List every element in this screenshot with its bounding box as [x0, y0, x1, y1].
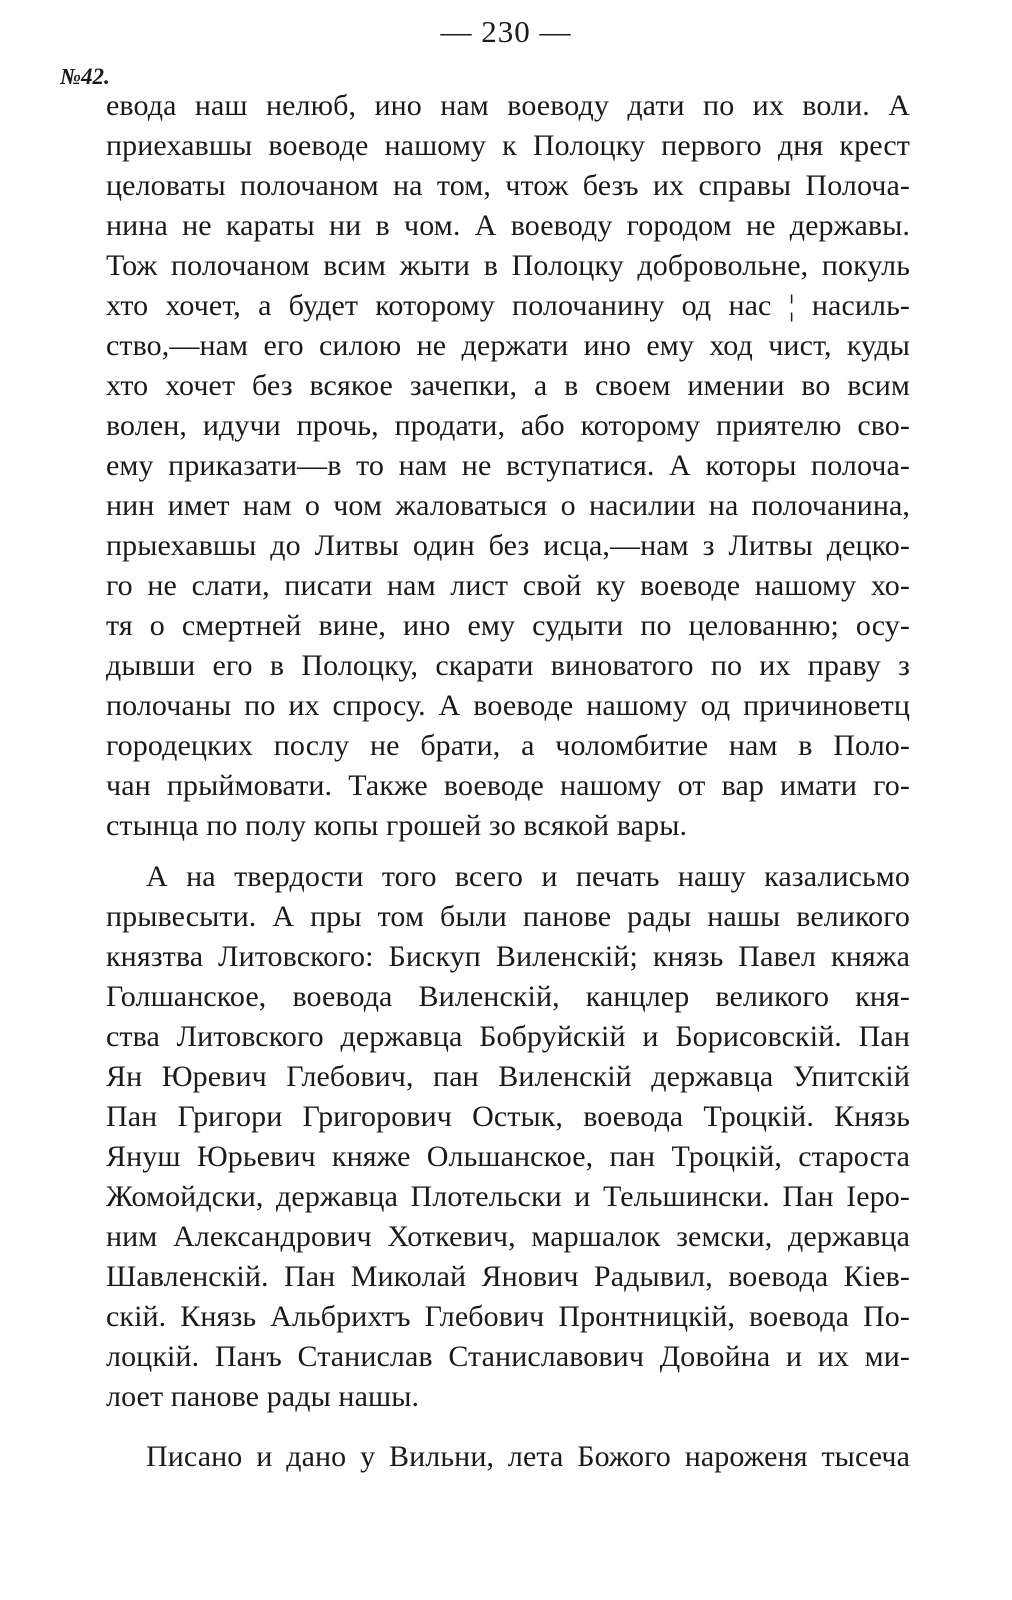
text-line: хто хочет без всякое зачепки, а в своем имении во всим: [106, 369, 910, 402]
text-line: го не слати, писати нам лист свой ку воеводе нашому хо-: [106, 569, 910, 602]
text-line: ему приказати—в то нам не вступатися. А которы полоча-: [106, 449, 910, 482]
text-line: А на твердости того всего и печать нашу казалисьмо: [146, 860, 910, 893]
text-line: стынца по полу копы грошей зо всякой вары.: [106, 809, 688, 842]
text-line: евода наш нелюб, ино нам воеводу дати по их воли. А: [106, 89, 910, 122]
text-line: тя о смертней вине, ино ему судыти по целованню; осу-: [106, 609, 910, 642]
text-line: Жомойдски, державца Плотельски и Тельшински. Пан Iеро-: [106, 1180, 910, 1213]
text-line: целоваты полочаном на том, чтож безъ их справы Полоча-: [106, 169, 910, 202]
text-line: волен, идучи прочь, продати, або которому приятелю сво-: [106, 409, 910, 442]
document-number: №42.: [60, 64, 110, 89]
text-line: городецких послу не брати, а чоломбитие нам в Поло-: [106, 729, 910, 762]
text-line: Януш Юрьевич княже Ольшанское, пан Троцкій, староста: [106, 1140, 910, 1173]
text-line: Писано и дано у Вильни, лета Божого нароженя тысеча: [146, 1440, 910, 1473]
body-text: [106, 86, 910, 1477]
text-line: чан прыймовати. Также воеводе нашому от вар имати го-: [106, 769, 910, 802]
text-line: прыехавшы до Литвы один без исца,—нам з Литвы децко-: [106, 529, 910, 562]
paragraph-gap: [106, 1417, 910, 1437]
text-line: прывесыти. А пры том были панове рады нашы великого: [106, 900, 910, 933]
text-line: Ян Юревич Глебович, пан Виленскій державца Упитскій: [106, 1060, 910, 1093]
paragraph-3: [106, 1437, 910, 1477]
text-line: ним Александрович Хоткевич, маршалок земски, державца: [106, 1220, 910, 1253]
text-line: хто хочет, а будет которому полочанину од нас ¦ насиль-: [106, 289, 910, 322]
text-line: ство,—нам его силою не держати ино ему ход чист, куды: [106, 329, 910, 362]
text-line: нин имет нам о чом жаловатыся о насилии на полочанина,: [106, 489, 910, 522]
text-line: Тож полочаном всим жыти в Полоцку добровольне, покуль: [106, 249, 910, 282]
text-line: лоцкій. Панъ Станислав Станиславович Довойна и их ми-: [106, 1340, 910, 1373]
paragraph-gap: [106, 846, 910, 857]
text-line: Пан Григори Григорович Остык, воевода Троцкій. Князь: [106, 1100, 910, 1133]
text-line: Голшанское, воевода Виленскій, канцлер великого кня-: [106, 980, 910, 1013]
paragraph-2: [106, 857, 910, 1417]
paragraph-1: [106, 86, 910, 846]
text-line: полочаны по их спросу. А воеводе нашому од причиноветц: [106, 689, 910, 722]
text-line: дывши его в Полоцку, скарати виноватого по их праву з: [106, 649, 910, 682]
text-line: лоет панове рады нашы.: [106, 1380, 420, 1413]
text-line: скій. Князь Альбрихтъ Глебович Пронтницкій, воевода По-: [106, 1300, 910, 1333]
text-line: ства Литовского державца Бобруйскій и Борисовскій. Пан: [106, 1020, 910, 1053]
page-number: — 230 —: [440, 14, 572, 49]
text-line: нина не караты ни в чом. А воеводу городом не державы.: [106, 209, 910, 242]
text-line: князтва Литовского: Бискуп Виленскій; князь Павел княжа: [106, 940, 910, 973]
text-line: приехавшы воеводе нашому к Полоцку первого дня крест: [106, 129, 910, 162]
text-line: Шавленскій. Пан Миколай Янович Радывил, воевода Кiев-: [106, 1260, 910, 1293]
